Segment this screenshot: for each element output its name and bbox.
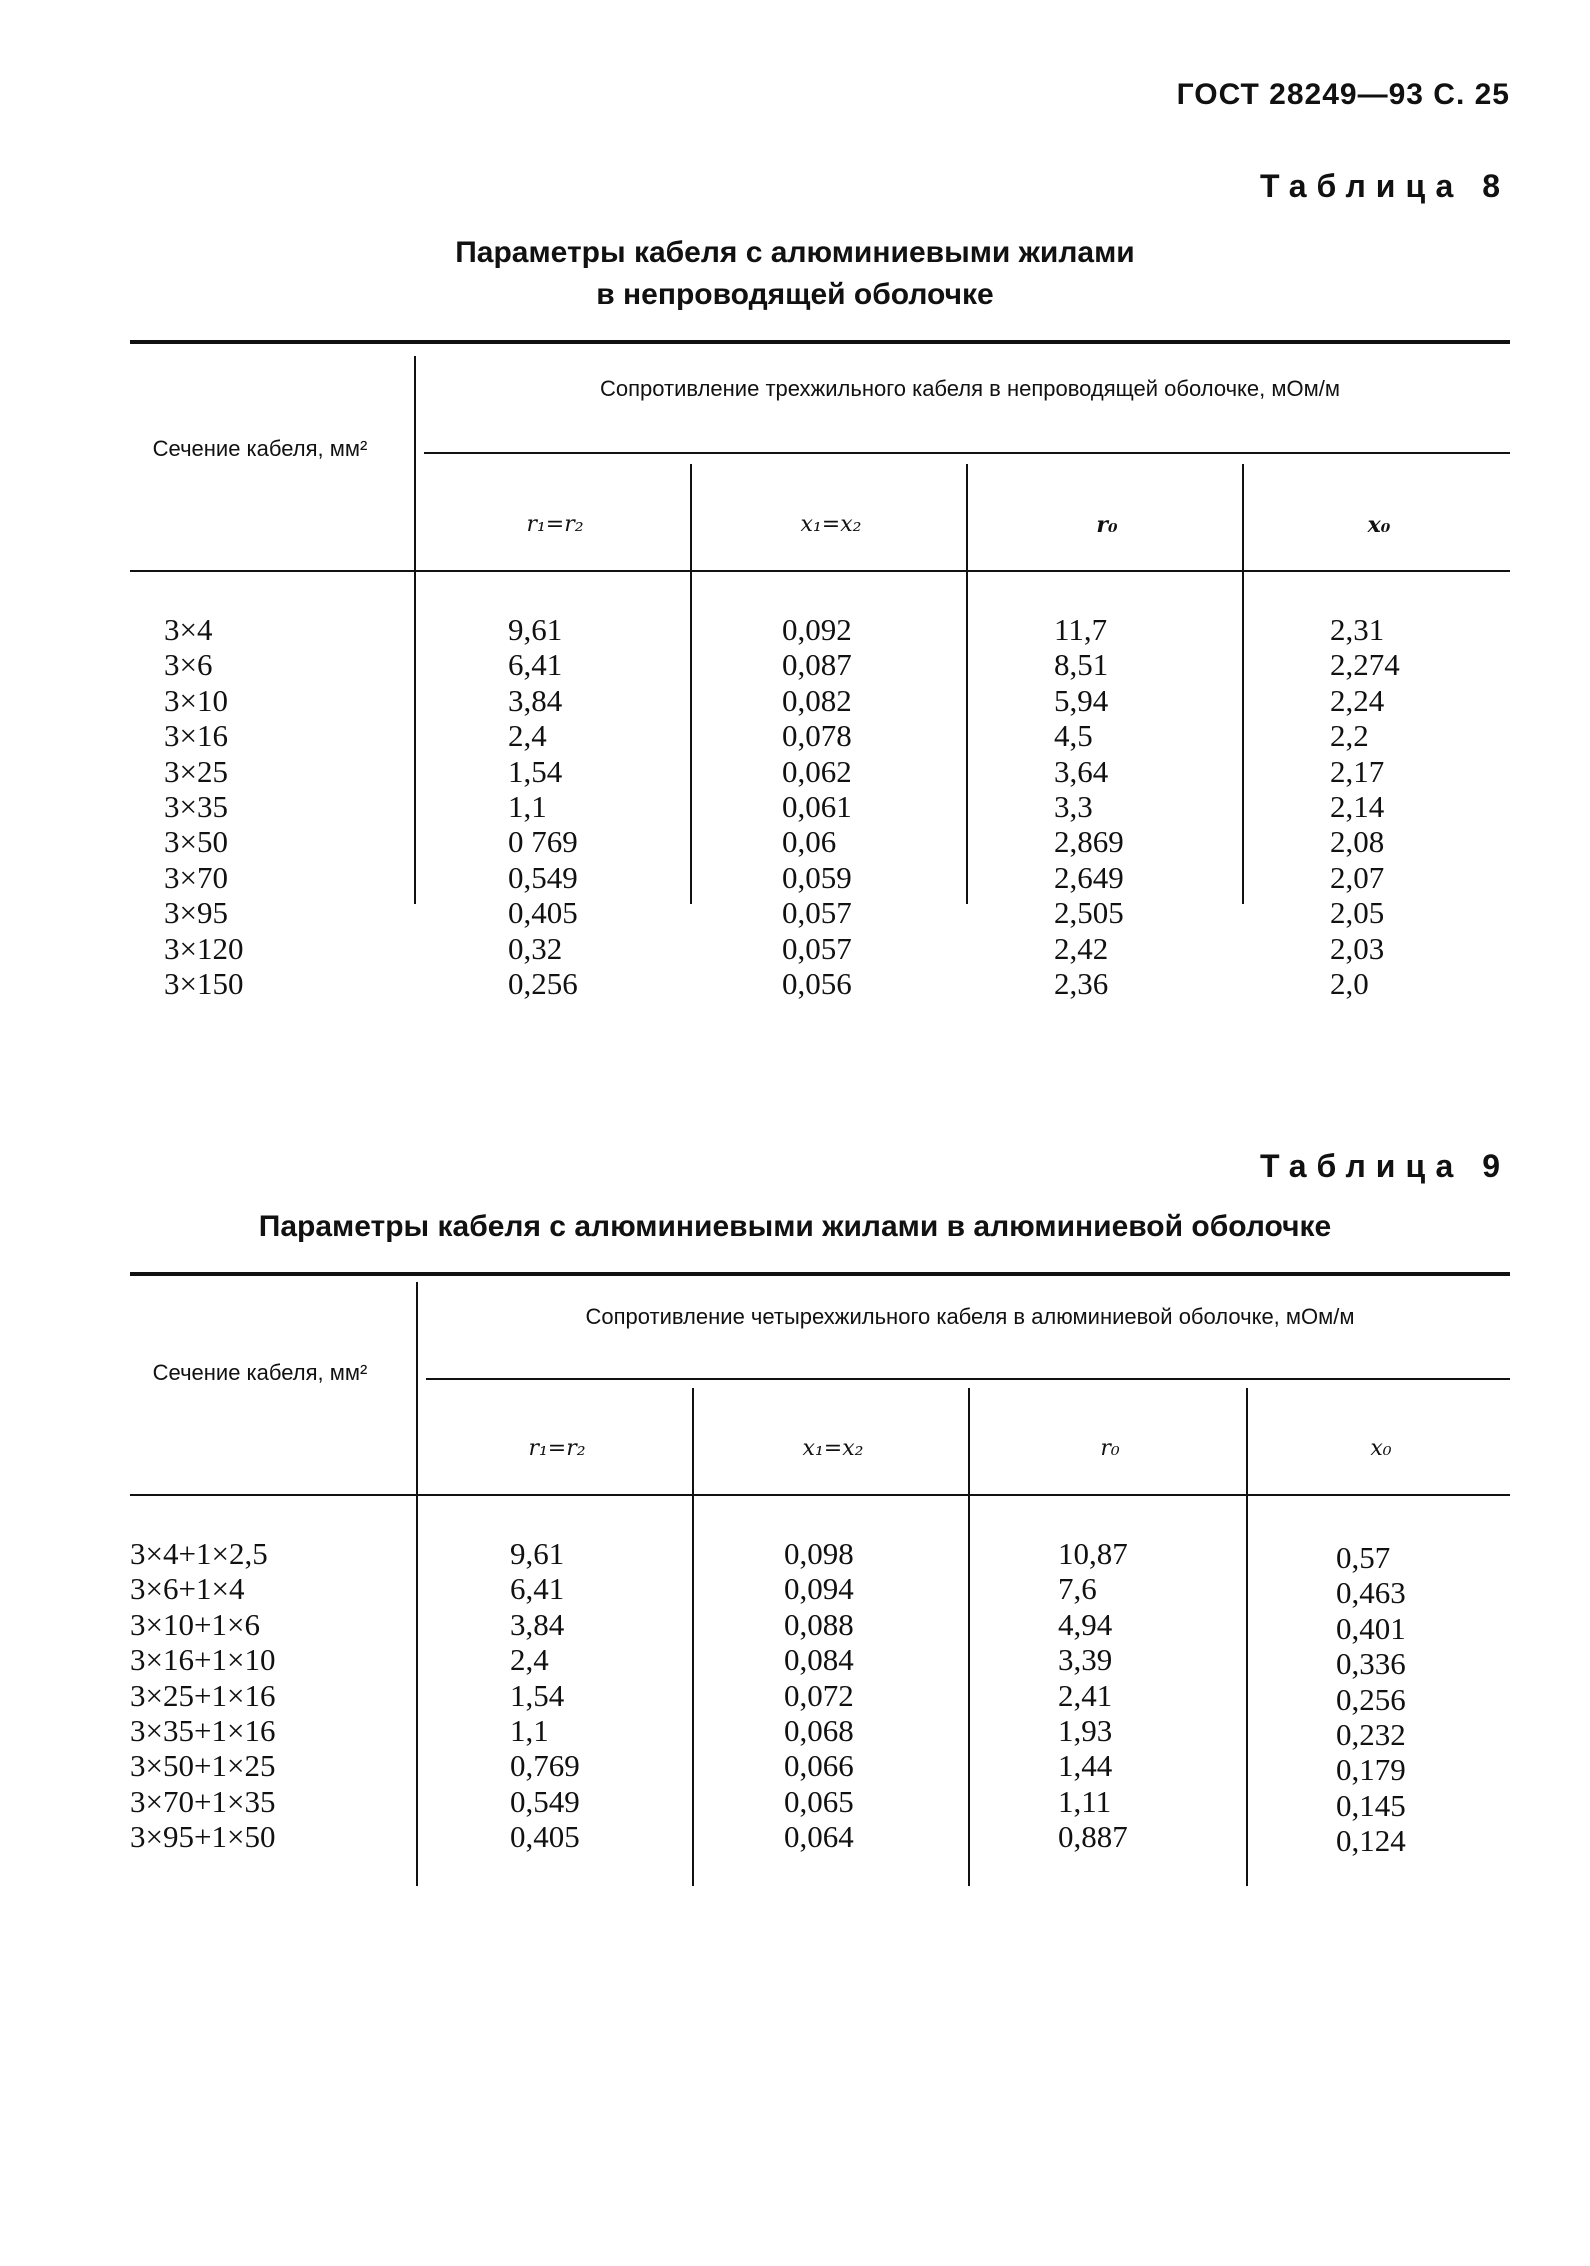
table-cell: 2,0 [1330, 966, 1369, 1002]
table8-col-r0: r₀ [1096, 512, 1118, 538]
table-cell: 0,145 [1336, 1787, 1406, 1823]
table-cell: 1,1 [508, 789, 547, 825]
table9-stub-header: Сечение кабеля, мм² [152, 1360, 368, 1385]
table-cell: 0 769 [508, 824, 578, 860]
table-cell: 3×95+1×50 [130, 1819, 276, 1855]
table9-col-r0-values [1058, 1536, 1128, 1855]
table8-group-rule [424, 452, 1510, 454]
table-cell: 2,03 [1330, 930, 1385, 966]
table8-col-r1-values [508, 612, 578, 1001]
table9-col-r1-values [510, 1536, 580, 1855]
table9-col-r1: r₁=r₂ [528, 1436, 586, 1461]
table-cell: 3×4 [164, 612, 213, 647]
table-cell: 3,84 [510, 1606, 565, 1642]
table-cell: 0,059 [782, 859, 852, 895]
table9-stub-divider [416, 1282, 418, 1886]
table-cell: 0,06 [782, 824, 837, 860]
table-cell: 3×35 [164, 789, 228, 825]
table-cell: 0,061 [782, 789, 852, 825]
table-cell: 0,336 [1336, 1646, 1406, 1682]
table-cell: 2,869 [1054, 824, 1124, 860]
table-cell: 0,124 [1336, 1823, 1406, 1859]
table-cell: 2,505 [1054, 895, 1124, 931]
table8-col-divider-3 [1242, 464, 1244, 904]
table-cell: 0,094 [784, 1571, 854, 1607]
table-cell: 0,405 [508, 895, 578, 931]
table8-col-x0: x₀ [1367, 512, 1391, 538]
table-cell: 1,11 [1058, 1783, 1112, 1819]
table-cell: 6,41 [508, 647, 563, 683]
table-cell: 8,51 [1054, 647, 1109, 683]
table-cell: 0,092 [782, 612, 852, 647]
table9-col-divider-1 [692, 1388, 694, 1886]
table-cell: 0,098 [784, 1536, 854, 1571]
table-cell: 0,057 [782, 930, 852, 966]
table-cell: 9,61 [510, 1536, 565, 1571]
table8-col-r1: r₁=r₂ [526, 512, 584, 537]
table-cell: 3,3 [1054, 789, 1093, 825]
table-cell: 0,256 [1336, 1681, 1406, 1717]
table-cell: 3×120 [164, 930, 244, 966]
table-cell: 3×16 [164, 718, 228, 754]
table-cell: 4,94 [1058, 1606, 1113, 1642]
table-cell: 3×50 [164, 824, 228, 860]
table-cell: 0,057 [782, 895, 852, 931]
table-cell: 0,463 [1336, 1575, 1406, 1611]
table-cell: 3,39 [1058, 1642, 1113, 1678]
table-cell: 0,549 [508, 859, 578, 895]
table-cell: 3×6+1×4 [130, 1571, 245, 1607]
table-cell: 3×6 [164, 647, 213, 683]
page-header: ГОСТ 28249—93 С. 25 [1176, 78, 1510, 111]
table-cell: 3×70 [164, 859, 228, 895]
table9-col-divider-2 [968, 1388, 970, 1886]
table9-group-rule [426, 1378, 1510, 1380]
table-cell: 2,649 [1054, 859, 1124, 895]
table-cell: 3×25+1×16 [130, 1677, 276, 1713]
table9-number: Таблица 9 [1259, 1148, 1510, 1184]
table-cell: 6,41 [510, 1571, 565, 1607]
table-cell: 2,17 [1330, 753, 1385, 789]
table-cell: 0,062 [782, 753, 852, 789]
table-cell: 3×10 [164, 682, 228, 718]
table8-number: Таблица 8 [1259, 168, 1510, 204]
table8-col-divider-1 [690, 464, 692, 904]
table8-col-x1: x₁=x₂ [800, 512, 862, 537]
table-cell: 1,44 [1058, 1748, 1113, 1784]
table8-col-x0-values [1330, 612, 1400, 1001]
table-cell: 3,84 [508, 682, 563, 718]
table-cell: 2,4 [510, 1642, 549, 1678]
table-cell: 2,24 [1330, 682, 1385, 718]
table8-stub-header: Сечение кабеля, мм² [152, 436, 368, 461]
table9 [130, 1272, 1510, 1892]
table-cell: 2,07 [1330, 859, 1385, 895]
table-cell: 3×35+1×16 [130, 1713, 276, 1749]
table9-group-header: Сопротивление четырехжильного кабеля в алюминиевой оболочке, мОм/м [585, 1304, 1355, 1329]
table9-col-x1: x₁=x₂ [802, 1436, 864, 1461]
table-cell: 2,274 [1330, 647, 1400, 683]
table8-header-rule [130, 570, 1510, 572]
table-cell: 2,31 [1330, 612, 1385, 647]
table-cell: 3×10+1×6 [130, 1606, 260, 1642]
table8-col-r0-values [1054, 612, 1124, 1001]
table-cell: 3×16+1×10 [130, 1642, 276, 1678]
table-cell: 0,068 [784, 1713, 854, 1749]
table-cell: 0,232 [1336, 1717, 1406, 1753]
table-cell: 3×70+1×35 [130, 1783, 276, 1819]
table-cell: 3×4+1×2,5 [130, 1536, 268, 1571]
table-cell: 11,7 [1054, 612, 1108, 647]
table9-title: Параметры кабеля с алюминиевыми жилами в алюминиевой оболочке [258, 1210, 1332, 1243]
table-cell: 3×150 [164, 966, 244, 1002]
table-cell: 0,887 [1058, 1819, 1128, 1855]
table9-header-rule [130, 1494, 1510, 1496]
table-cell: 0,769 [510, 1748, 580, 1784]
table9-top-rule [130, 1272, 1510, 1276]
table9-col-x0-values [1336, 1540, 1406, 1859]
table9-col-x0: x₀ [1370, 1436, 1392, 1461]
table-cell: 2,4 [508, 718, 547, 754]
table-cell: 2,08 [1330, 824, 1385, 860]
table8-title [0, 232, 1590, 316]
table8 [130, 340, 1510, 1000]
table8-group-header: Сопротивление трехжильного кабеля в непроводящей оболочке, мОм/м [600, 376, 1340, 401]
table-cell: 0,549 [510, 1783, 580, 1819]
table8-title-line2: в непроводящей оболочке [596, 278, 994, 311]
table8-top-rule [130, 340, 1510, 344]
table-cell: 2,2 [1330, 718, 1369, 754]
table-cell: 5,94 [1054, 682, 1109, 718]
table-cell: 0,064 [784, 1819, 854, 1855]
table-cell: 3×95 [164, 895, 228, 931]
table-cell: 3,64 [1054, 753, 1109, 789]
table-cell: 1,54 [508, 753, 563, 789]
table9-col-x1-values [784, 1536, 854, 1855]
table8-col-x1-values [782, 612, 852, 1001]
table-cell: 3×50+1×25 [130, 1748, 276, 1784]
table-cell: 0,065 [784, 1783, 854, 1819]
table-cell: 0,32 [508, 930, 563, 966]
table-cell: 2,41 [1058, 1677, 1113, 1713]
table-cell: 0,082 [782, 682, 852, 718]
table9-col-divider-3 [1246, 1388, 1248, 1886]
table-cell: 1,54 [510, 1677, 565, 1713]
table-cell: 2,36 [1054, 966, 1109, 1002]
table-cell: 4,5 [1054, 718, 1093, 754]
table8-stub-divider [414, 356, 416, 904]
table-cell: 0,078 [782, 718, 852, 754]
table8-title-line1: Параметры кабеля с алюминиевыми жилами [455, 236, 1135, 269]
table-cell: 7,6 [1058, 1571, 1097, 1607]
table-cell: 0,179 [1336, 1752, 1406, 1788]
table-cell: 0,056 [782, 966, 852, 1002]
table-cell: 0,066 [784, 1748, 854, 1784]
table-cell: 10,87 [1058, 1536, 1128, 1571]
table-cell: 0,57 [1336, 1540, 1391, 1575]
table9-col-sections [130, 1536, 275, 1855]
table8-col-sections [164, 612, 243, 1001]
table-cell: 0,072 [784, 1677, 854, 1713]
table-cell: 1,1 [510, 1713, 549, 1749]
table-cell: 0,405 [510, 1819, 580, 1855]
table-cell: 0,256 [508, 966, 578, 1002]
table-cell: 1,93 [1058, 1713, 1113, 1749]
table-cell: 2,05 [1330, 895, 1385, 931]
table9-col-r0: r₀ [1100, 1436, 1120, 1461]
table-cell: 2,42 [1054, 930, 1109, 966]
table-cell: 9,61 [508, 612, 563, 647]
table-cell: 0,088 [784, 1606, 854, 1642]
table-cell: 2,14 [1330, 789, 1385, 825]
table8-col-divider-2 [966, 464, 968, 904]
table-cell: 0,084 [784, 1642, 854, 1678]
table-cell: 3×25 [164, 753, 228, 789]
table-cell: 0,087 [782, 647, 852, 683]
table-cell: 0,401 [1336, 1610, 1406, 1646]
